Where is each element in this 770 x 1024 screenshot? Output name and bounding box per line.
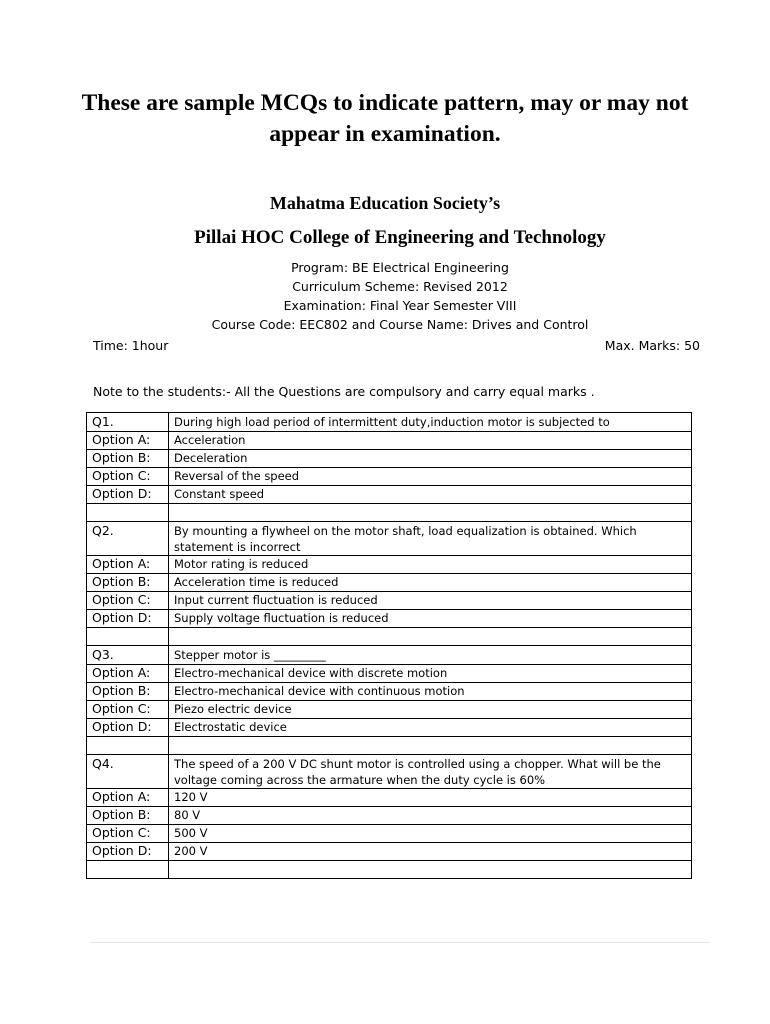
option-text: 80 V	[169, 807, 692, 825]
question-text: The speed of a 200 V DC shunt motor is controlled using a chopper. What will be the voltage coming across the armature when the duty cycle is 60%	[169, 755, 692, 789]
question-text: During high load period of intermittent duty,induction motor is subjected to	[169, 413, 692, 432]
examination-line: Examination: Final Year Semester VIII	[283, 298, 517, 313]
option-row	[87, 843, 692, 861]
footer-divider	[90, 942, 710, 943]
option-label: Option C:	[87, 468, 169, 486]
spacer-row	[87, 504, 692, 522]
option-text: Deceleration	[169, 450, 692, 468]
option-label: Option A:	[87, 432, 169, 450]
option-text: Motor rating is reduced	[169, 556, 692, 574]
option-row	[87, 468, 692, 486]
max-marks-label: Max. Marks: 50	[604, 338, 700, 353]
program-line: Program: BE Electrical Engineering	[291, 260, 509, 275]
option-text: Acceleration	[169, 432, 692, 450]
option-text: 500 V	[169, 825, 692, 843]
option-label: Option A:	[87, 789, 169, 807]
question-row	[87, 522, 692, 556]
option-row	[87, 486, 692, 504]
option-text: Acceleration time is reduced	[169, 574, 692, 592]
question-label: Q3.	[87, 646, 169, 665]
option-row	[87, 665, 692, 683]
option-label: Option C:	[87, 701, 169, 719]
option-text: Constant speed	[169, 486, 692, 504]
mcq-table	[86, 412, 692, 879]
option-text: Piezo electric device	[169, 701, 692, 719]
option-row	[87, 701, 692, 719]
question-text: By mounting a flywheel on the motor shaft, load equalization is obtained. Which statement is incorrect	[169, 522, 692, 556]
option-row	[87, 574, 692, 592]
option-row	[87, 719, 692, 737]
option-text: 200 V	[169, 843, 692, 861]
option-text: Electro-mechanical device with discrete motion	[169, 665, 692, 683]
option-label: Option C:	[87, 825, 169, 843]
option-label: Option B:	[87, 683, 169, 701]
scheme-line: Curriculum Scheme: Revised 2012	[292, 279, 508, 294]
option-label: Option D:	[87, 610, 169, 628]
spacer-row	[87, 628, 692, 646]
time-label: Time: 1hour	[93, 338, 169, 353]
college-name: Pillai HOC College of Engineering and Technology	[194, 227, 606, 248]
question-row	[87, 646, 692, 665]
option-label: Option A:	[87, 665, 169, 683]
option-row	[87, 789, 692, 807]
spacer-row	[87, 737, 692, 755]
society-name: Mahatma Education Society’s	[269, 193, 501, 213]
option-text: Electro-mechanical device with continuous motion	[169, 683, 692, 701]
option-label: Option C:	[87, 592, 169, 610]
option-row	[87, 683, 692, 701]
option-row	[87, 825, 692, 843]
option-text: 120 V	[169, 789, 692, 807]
option-text: Reversal of the speed	[169, 468, 692, 486]
option-label: Option B:	[87, 807, 169, 825]
question-label: Q1.	[87, 413, 169, 432]
spacer-cell	[169, 861, 692, 879]
option-label: Option D:	[87, 843, 169, 861]
students-note: Note to the students:- All the Questions are compulsory and carry equal marks .	[93, 384, 595, 399]
option-row	[87, 592, 692, 610]
option-label: Option A:	[87, 556, 169, 574]
course-line: Course Code: EEC802 and Course Name: Drives and Control	[211, 317, 589, 332]
page-title: These are sample MCQs to indicate pattern, may or may not appear in examination.	[81, 90, 689, 147]
question-row	[87, 413, 692, 432]
option-row	[87, 610, 692, 628]
question-row	[87, 755, 692, 789]
option-row	[87, 556, 692, 574]
option-row	[87, 807, 692, 825]
spacer-cell	[169, 737, 692, 755]
spacer-cell	[169, 504, 692, 522]
spacer-cell	[87, 504, 169, 522]
option-label: Option D:	[87, 719, 169, 737]
spacer-cell	[169, 628, 692, 646]
option-text: Supply voltage fluctuation is reduced	[169, 610, 692, 628]
question-label: Q2.	[87, 522, 169, 556]
spacer-cell	[87, 861, 169, 879]
spacer-row	[87, 861, 692, 879]
option-label: Option D:	[87, 486, 169, 504]
option-label: Option B:	[87, 450, 169, 468]
option-label: Option B:	[87, 574, 169, 592]
question-text: Stepper motor is _________	[169, 646, 692, 665]
question-label: Q4.	[87, 755, 169, 789]
option-text: Input current fluctuation is reduced	[169, 592, 692, 610]
option-row	[87, 432, 692, 450]
spacer-cell	[87, 737, 169, 755]
option-text: Electrostatic device	[169, 719, 692, 737]
option-row	[87, 450, 692, 468]
spacer-cell	[87, 628, 169, 646]
